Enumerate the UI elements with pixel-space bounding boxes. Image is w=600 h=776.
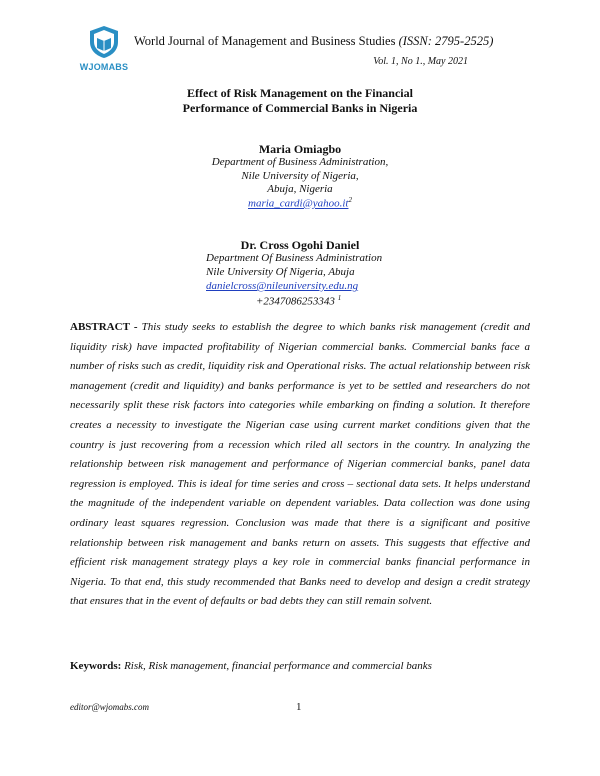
abstract-label: ABSTRACT - <box>70 321 138 333</box>
author1-name: Maria Omiagbo <box>258 142 342 156</box>
abstract-text: This study seeks to establish the degree to which banks risk management (credit and liquidity risk) have impacted profitability of Nigerian commercial banks. Commercial banks face a number of risks such as credit, liquidity risk and Operational risks. The actual relationship between risk management (credit and liquidity) and banks performance is yet to be settled and researchers do not necessarily split these risk factors into categories while embarking on finding a solution. It therefore creates a necessity to investigate the Nigerian case using current market conditions given that the country is just recovering from a recession which riled all sectors in the country. In analyzing the relationship between risk management and performance of Nigerian commercial banks, panel data regression is employed. This is ideal for time series and cross – sectional data sets. It helps understand the magnitude of the independent variable on dependent variables. Data collection was done using ordinary least squares regression. Conclusion was made that there is a significant and positive relationship between risk management and banks return on assets. This suggests that effective and efficient risk management strategy plays a key role in commercial banks financial performance in Nigeria. To that end, this study recommended that Banks need to develop and design a credit strategy that ensures that in the event of defaults or bad debts they can still remain solvent. <box>70 321 531 608</box>
paper-title-line1: Effect of Risk Management on the Financial <box>187 86 413 100</box>
logo-text: WJOMABS <box>79 62 129 72</box>
author1-sup: 2 <box>348 196 352 204</box>
author1-city: Abuja, Nigeria <box>267 183 333 195</box>
author2-phone: +2347086253343 <box>256 295 335 308</box>
author2-email-line <box>206 280 358 292</box>
journal-title: World Journal of Management and Business Studies <box>134 34 396 48</box>
journal-name <box>134 34 493 49</box>
author2-department: Department Of Business Administration <box>206 252 383 264</box>
abstract <box>70 318 530 612</box>
author2-phone-line <box>256 294 341 308</box>
keywords-text: Risk, Risk management, financial performance and commercial banks <box>124 660 432 672</box>
author1-email-line <box>0 196 600 210</box>
footer-email: editor@wjomabs.com <box>70 702 150 712</box>
author1-email-link[interactable]: maria_cardi@yahoo.it <box>248 197 349 210</box>
keywords-label: Keywords: <box>70 660 122 672</box>
author1-department: Department of Business Administration, <box>211 156 389 168</box>
page-number: 1 <box>296 701 302 713</box>
author2-email-link[interactable]: danielcross@nileuniversity.edu.ng <box>206 280 359 292</box>
paper-title-line2: Performance of Commercial Banks in Nigeria <box>182 101 418 115</box>
author2-sup: 1 <box>337 294 342 302</box>
journal-logo-shield-icon <box>86 24 122 60</box>
author2-name: Dr. Cross Ogohi Daniel <box>240 238 360 252</box>
author2-university: Nile University Of Nigeria, Abuja <box>206 266 355 278</box>
keywords <box>70 660 432 672</box>
volume-line: Vol. 1, No 1., May 2021 <box>373 56 468 67</box>
author1-university: Nile University of Nigeria, <box>241 170 359 182</box>
journal-issn: (ISSN: 2795-2525) <box>398 34 494 48</box>
